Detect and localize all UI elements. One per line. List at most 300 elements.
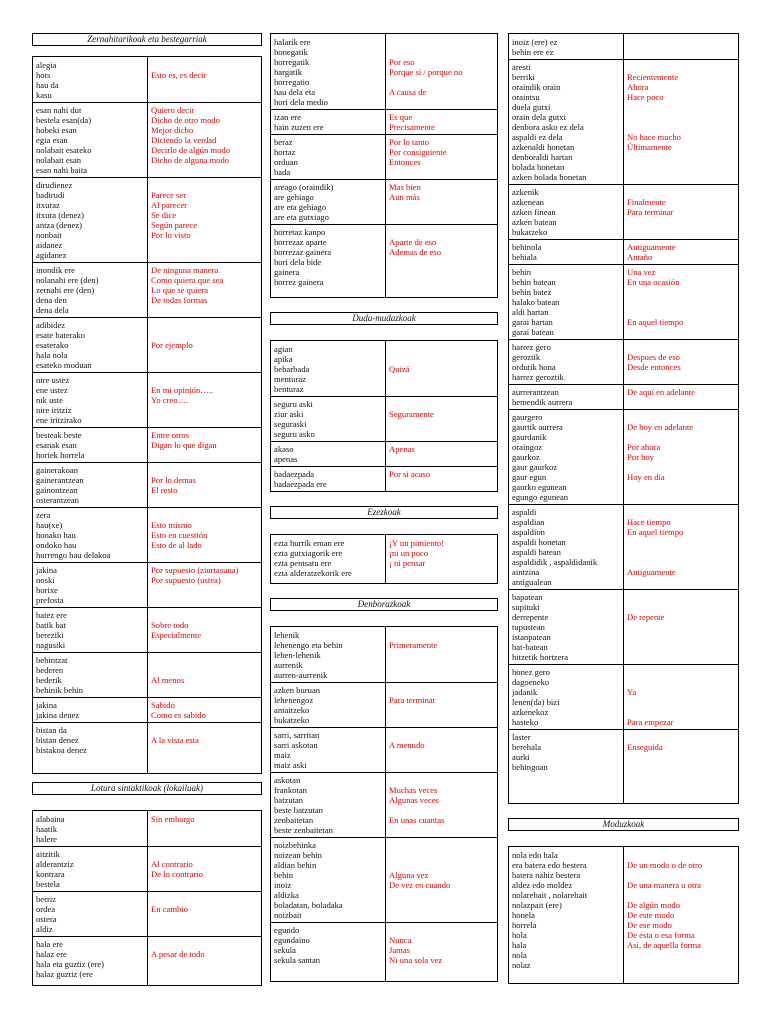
basque-term: behinola <box>512 242 542 252</box>
spanish-translation: Hace poco <box>627 92 664 102</box>
spanish-translation: Por hoy <box>627 452 654 462</box>
basque-term: laster <box>512 732 531 742</box>
basque-term: bederik <box>36 675 62 685</box>
basque-term: honegatik <box>274 47 308 57</box>
basque-term: halaz guztiz (ere <box>36 969 93 979</box>
spanish-translation: Finalmente <box>627 197 666 207</box>
table-lotura <box>32 810 262 986</box>
basque-term: frankotan <box>274 785 307 795</box>
basque-term: bestela esan(da) <box>36 115 92 125</box>
basque-term: antza (denez) <box>36 220 83 230</box>
basque-term: berehala <box>512 742 542 752</box>
basque-term: behinik behin <box>36 685 84 695</box>
basque-term: egungo egunean <box>512 492 569 502</box>
heading-denbora: Denborazkoak <box>270 598 498 611</box>
basque-term: hasteko <box>512 717 539 727</box>
basque-term: dirudienez <box>36 180 73 190</box>
basque-term: aurren-aurrenik <box>274 670 328 680</box>
basque-term: sekula <box>274 945 296 955</box>
basque-term: bistan da <box>36 725 67 735</box>
spanish-translation: Decirlo de algún modo <box>151 145 230 155</box>
basque-term: akaso <box>274 444 294 454</box>
spanish-translation: Por ahora <box>627 442 661 452</box>
heading-ezezkoak: Ezezkoak <box>270 506 498 519</box>
basque-term: alabaina <box>36 814 65 824</box>
table-moduzkoak <box>508 846 739 984</box>
basque-term: horregatio <box>274 77 310 87</box>
group-divider <box>509 264 738 265</box>
spanish-translation: Para terminar <box>389 695 436 705</box>
group-divider <box>509 504 738 505</box>
basque-term: amaitzeko <box>274 705 310 715</box>
basque-term: dagoeneko <box>512 677 550 687</box>
spanish-translation: Primeramente <box>389 640 438 650</box>
spanish-translation: Precisamente <box>389 122 435 132</box>
group-divider <box>271 441 497 442</box>
spanish-translation: Yo creo…. <box>151 395 189 405</box>
group-divider <box>271 837 497 838</box>
basque-term: behiala <box>512 252 537 262</box>
basque-term: esateko moduan <box>36 360 92 370</box>
basque-term: lenen(da) bizi <box>512 697 560 707</box>
spanish-translation: Dicho de otro modo <box>151 115 220 125</box>
basque-term: aspaldi honetan <box>512 537 566 547</box>
basque-term: honako hau <box>36 530 76 540</box>
basque-term: harrez geroztik <box>512 372 564 382</box>
basque-term: aspaldi ez dela <box>512 132 563 142</box>
spanish-translation: Algunas veces <box>389 795 439 805</box>
group-divider <box>33 846 261 847</box>
basque-term: bukatzeko <box>274 715 310 725</box>
basque-term: bukatzeko <box>512 227 548 237</box>
basque-term: berriki <box>512 72 535 82</box>
spanish-translation: Quizá <box>389 364 410 374</box>
group-divider <box>33 562 261 563</box>
basque-term: oraingoz <box>512 442 543 452</box>
basque-term: jadanik <box>512 687 538 697</box>
basque-term: areago (oraindik) <box>274 182 334 192</box>
group-divider <box>509 409 738 410</box>
basque-term: egia esan <box>36 135 68 145</box>
basque-term: nolazpait (ere) <box>512 900 562 910</box>
spanish-translation: Para terminar <box>627 207 674 217</box>
basque-term: behin ere ez <box>512 47 554 57</box>
spanish-translation: Como quiera que sea <box>151 275 224 285</box>
basque-term: bapatean <box>512 592 543 602</box>
basque-term: beraz <box>274 137 293 147</box>
basque-term: bolada honetan <box>512 162 565 172</box>
basque-term: halako batean <box>512 297 560 307</box>
spanish-translation: De este modo <box>627 910 675 920</box>
basque-term: lehen-lehenik <box>274 650 321 660</box>
basque-term: batik bat <box>36 620 66 630</box>
spanish-translation: Nunca <box>389 935 412 945</box>
basque-term: agian <box>274 344 293 354</box>
group-divider <box>33 507 261 508</box>
spanish-translation: Especialmente <box>151 630 202 640</box>
basque-term: nik uste <box>36 395 63 405</box>
spanish-translation: De ninguna manera <box>151 265 219 275</box>
basque-term: ordea <box>36 904 56 914</box>
group-divider <box>509 239 738 240</box>
spanish-translation: Como es sabido <box>151 710 206 720</box>
basque-term: ezta hurrik eman ere <box>274 538 345 548</box>
basque-term: halaz ere <box>36 949 67 959</box>
basque-term: haatik <box>36 824 57 834</box>
basque-term: horregatik <box>274 57 310 67</box>
spanish-translation: Enseguida <box>627 742 663 752</box>
heading-moduzkoak: Moduzkoak <box>508 818 739 831</box>
spanish-translation: Desde entonces <box>627 362 681 372</box>
basque-term: hola <box>512 930 527 940</box>
spanish-translation: Dicho de alguna modo <box>151 155 230 165</box>
basque-term: jakina denez <box>36 710 80 720</box>
spanish-translation: No hace mucho <box>627 132 681 142</box>
basque-term: aspaldi batean <box>512 547 561 557</box>
basque-term: jakina <box>36 565 57 575</box>
basque-term: azken finean <box>512 207 556 217</box>
spanish-translation: En mi opinión….. <box>151 385 214 395</box>
basque-term: izan ere <box>274 112 301 122</box>
basque-term: apika <box>274 354 293 364</box>
basque-term: nire ustez <box>36 375 70 385</box>
spanish-translation: Parece ser <box>151 190 187 200</box>
spanish-translation: Quiero decir <box>151 105 195 115</box>
basque-term: ezta gutxiagorik ere <box>274 548 343 558</box>
group-divider <box>33 262 261 263</box>
spanish-translation: Recientemente <box>627 72 679 82</box>
basque-term: hobeki esan <box>36 125 77 135</box>
spanish-translation: Para empezar <box>627 717 674 727</box>
spanish-translation: Ahora <box>627 82 649 92</box>
group-divider <box>271 396 497 397</box>
spanish-translation: Por lo tanto <box>389 137 430 147</box>
group-divider <box>33 722 261 723</box>
spanish-translation: Por supuesto (ustea) <box>151 575 221 585</box>
basque-term: nolabait esan <box>36 155 82 165</box>
basque-term: denboraldi hartan <box>512 152 573 162</box>
basque-term: prefosta <box>36 595 64 605</box>
basque-term: bereziki <box>36 630 64 640</box>
spanish-translation: De vez en cuando <box>389 880 451 890</box>
spanish-translation: Apenas <box>389 444 415 454</box>
basque-term: hargatik <box>274 67 303 77</box>
basque-term: ene ustez <box>36 385 68 395</box>
basque-term: osterantzean <box>36 495 79 505</box>
basque-term: dena den <box>36 295 67 305</box>
spanish-translation: Despues de eso <box>627 352 680 362</box>
table-kausazkoak <box>270 33 498 298</box>
group-divider <box>33 372 261 373</box>
basque-term: itxuraz <box>36 200 60 210</box>
basque-term: nolaz <box>512 960 531 970</box>
spanish-translation: A causa de <box>389 87 427 97</box>
basque-term: kontrara <box>36 869 65 879</box>
basque-term: bistakoa denez <box>36 745 87 755</box>
basque-term: lehenengoz <box>274 695 314 705</box>
basque-term: gaurko egunean <box>512 482 567 492</box>
basque-term: are gehiago <box>274 192 314 202</box>
group-divider <box>33 652 261 653</box>
heading-duda: Duda-mudazkoak <box>270 312 498 325</box>
basque-term: azken bolada honetan <box>512 172 587 182</box>
basque-term: badaezpada <box>274 469 315 479</box>
group-divider <box>33 102 261 103</box>
basque-term: azkenaldi honetan <box>512 142 575 152</box>
basque-term: batez ere <box>36 610 67 620</box>
table-zernahi <box>32 56 262 774</box>
group-divider <box>33 427 261 428</box>
basque-term: gaurgero <box>512 412 543 422</box>
basque-term: ziur aski <box>274 409 304 419</box>
basque-term: lehenengo eta behin <box>274 640 343 650</box>
basque-term: beste zenbaitetan <box>274 825 333 835</box>
spanish-translation: Esto de al lado <box>151 540 202 550</box>
basque-term: behin batez <box>512 287 552 297</box>
basque-term: nolabait esateko <box>36 145 92 155</box>
spanish-translation: Por lo demas <box>151 475 196 485</box>
basque-term: denbora asko ez dela <box>512 122 584 132</box>
spanish-translation: Hoy en día <box>627 472 665 482</box>
basque-term: hau da <box>36 80 59 90</box>
spanish-translation: Ya <box>627 687 637 697</box>
basque-term: oraindik orain <box>512 82 561 92</box>
basque-term: horrela <box>512 920 537 930</box>
basque-term: esate baterako <box>36 330 85 340</box>
basque-term: hori dela bide <box>274 257 322 267</box>
basque-term: berriz <box>36 894 57 904</box>
basque-term: azkenik <box>512 187 539 197</box>
basque-term: seguru aski <box>274 399 313 409</box>
basque-term: harrez gero <box>512 342 551 352</box>
spanish-translation: Una vez <box>627 267 656 277</box>
basque-term: badirudi <box>36 190 65 200</box>
basque-term: menturaz <box>274 374 306 384</box>
group-divider <box>271 682 497 683</box>
basque-term: nonbait <box>36 230 62 240</box>
group-divider <box>271 922 497 923</box>
basque-term: derrepente <box>512 612 549 622</box>
spanish-translation: Según parece <box>151 220 198 230</box>
group-divider <box>271 727 497 728</box>
basque-term: sarri askotan <box>274 740 318 750</box>
group-divider <box>33 936 261 937</box>
basque-term: lehenik <box>274 630 300 640</box>
spanish-translation: En aquel tiempo <box>627 317 684 327</box>
basque-term: dena dela <box>36 305 69 315</box>
spanish-translation: Se dice <box>151 210 177 220</box>
basque-term: aintzina <box>512 567 540 577</box>
basque-term: behin batean <box>512 277 556 287</box>
basque-term: noizbehinka <box>274 840 316 850</box>
group-divider <box>509 664 738 665</box>
spanish-translation: En unas cuantas <box>389 815 445 825</box>
group-divider <box>271 179 497 180</box>
basque-term: istanpatean <box>512 632 551 642</box>
basque-term: jakina <box>36 700 57 710</box>
group-divider <box>509 729 738 730</box>
spanish-translation: Entre otros <box>151 430 189 440</box>
basque-term: hurrengo hau delakoa <box>36 550 111 560</box>
spanish-translation: Al parecer <box>151 200 188 210</box>
basque-term: kasu <box>36 90 52 100</box>
group-divider <box>509 589 738 590</box>
group-divider <box>271 772 497 773</box>
basque-term: askotan <box>274 775 301 785</box>
spanish-translation: Jamas <box>389 945 411 955</box>
basque-term: aspaldian <box>512 517 545 527</box>
group-divider <box>33 317 261 318</box>
basque-term: ordutik hona <box>512 362 556 372</box>
basque-term: aldez edo moldez <box>512 880 573 890</box>
basque-term: hain zuzen ere <box>274 122 324 132</box>
spanish-translation: Por eso <box>389 57 415 67</box>
basque-term: batera nahiz bestera <box>512 870 581 880</box>
spanish-translation: Por si acaso <box>389 469 431 479</box>
basque-term: oraintsu <box>512 92 540 102</box>
basque-term: boladatan, boladaka <box>274 900 343 910</box>
basque-term: egundaino <box>274 935 310 945</box>
basque-term: nola <box>512 950 527 960</box>
basque-term: azkenekoz <box>512 707 549 717</box>
basque-term: azken batean <box>512 217 557 227</box>
table-denbora-2 <box>508 33 739 804</box>
basque-term: seguraski <box>274 419 307 429</box>
basque-term: hemendik aurrera <box>512 397 573 407</box>
spanish-translation: Alguna vez <box>389 870 429 880</box>
spanish-translation: ¡ ni pensar <box>389 558 426 568</box>
basque-term: seguru asko <box>274 429 315 439</box>
basque-term: hala ere <box>36 939 63 949</box>
spanish-translation: Porque sí / porque no <box>389 67 463 77</box>
spanish-translation: Esto mismo <box>151 520 192 530</box>
spanish-translation: De todas formas <box>151 295 208 305</box>
spanish-translation: Por supuesto (ziurtasuna) <box>151 565 239 575</box>
basque-term: behingoan <box>512 762 548 772</box>
basque-term: egundo <box>274 925 300 935</box>
spanish-translation: Por lo visto <box>151 230 191 240</box>
spanish-translation: De esta o esa forma <box>627 930 695 940</box>
basque-term: noizbait <box>274 910 302 920</box>
basque-term: hau(xe) <box>36 520 63 530</box>
spanish-translation: A pesar de todo <box>151 949 205 959</box>
basque-term: behin <box>274 870 294 880</box>
spanish-translation: De algún modo <box>627 900 680 910</box>
basque-term: are eta gehiago <box>274 202 327 212</box>
basque-term: badaezpada ere <box>274 479 327 489</box>
basque-term: itxura (denez) <box>36 210 84 220</box>
basque-term: garai hartan <box>512 317 553 327</box>
group-divider <box>509 184 738 185</box>
spanish-translation: De lo contrario <box>151 869 204 879</box>
basque-term: aspaldi <box>512 507 537 517</box>
basque-term: hots <box>36 70 51 80</box>
spanish-translation: Digan lo que digan <box>151 440 217 450</box>
spanish-translation: Aun más <box>389 192 420 202</box>
basque-term: aldiz <box>36 924 53 934</box>
basque-term: aurki <box>512 752 530 762</box>
table-duda <box>270 340 498 492</box>
spanish-translation: A menudo <box>389 740 425 750</box>
group-divider <box>271 134 497 135</box>
spanish-translation: De hoy en adelante <box>627 422 694 432</box>
basque-term: gainera <box>274 267 300 277</box>
basque-term: bestela <box>36 879 60 889</box>
spanish-translation: Es que <box>389 112 413 122</box>
basque-term: apenas <box>274 454 298 464</box>
basque-term: hortaz <box>274 147 296 157</box>
basque-term: gaurtik aurrera <box>512 422 563 432</box>
basque-term: geroztik <box>512 352 541 362</box>
group-divider <box>509 339 738 340</box>
basque-term: orain dela gutxi <box>512 112 566 122</box>
spanish-translation: Mas bien <box>389 182 421 192</box>
basque-term: aurrenik <box>274 660 303 670</box>
spanish-translation: De aquí en adelante <box>627 387 695 397</box>
basque-term: azkenean <box>512 197 544 207</box>
basque-term: aspaldion <box>512 527 545 537</box>
spanish-translation: Por consiguiente <box>389 147 447 157</box>
basque-term: gaurdanik <box>512 432 547 442</box>
basque-term: horrezaz aparte <box>274 237 327 247</box>
spanish-translation: Seguramente <box>389 409 434 419</box>
basque-term: agidanez <box>36 250 67 260</box>
basque-term: adibidez <box>36 320 66 330</box>
basque-term: bat-batean <box>512 642 548 652</box>
basque-term: inoiz <box>274 880 292 890</box>
spanish-translation: Antiguamente <box>627 567 676 577</box>
basque-term: aurrerantzean <box>512 387 559 397</box>
basque-term: benturaz <box>274 384 304 394</box>
spanish-translation: En una ocasión <box>627 277 680 287</box>
basque-term: aldizka <box>274 890 299 900</box>
basque-term: inoiz (ere) ez <box>512 37 558 47</box>
spanish-translation: Sobre todo <box>151 620 189 630</box>
basque-term: zenbaitetan <box>274 815 314 825</box>
spanish-translation: A la vista esta <box>151 735 199 745</box>
spanish-translation: Mejor dicho <box>151 125 194 135</box>
basque-term: aresti <box>512 62 531 72</box>
basque-term: halarik ere <box>274 37 311 47</box>
basque-term: nagusiki <box>36 640 66 650</box>
basque-term: honez gero <box>512 667 550 677</box>
group-divider <box>33 607 261 608</box>
basque-term: antigualean <box>512 577 552 587</box>
basque-term: nolarebait , nolarebait <box>512 890 588 900</box>
basque-term: maiz <box>274 750 291 760</box>
spanish-translation: En aquel tiempo <box>627 527 684 537</box>
basque-term: nolanahi ere (den) <box>36 275 99 285</box>
spanish-translation: Antiguamente <box>627 242 676 252</box>
basque-term: hala nola <box>36 350 68 360</box>
basque-term: azken buruan <box>274 685 321 695</box>
basque-term: hori dela medio <box>274 97 328 107</box>
basque-term: behintzat <box>36 655 68 665</box>
basque-term: horixe <box>36 585 58 595</box>
spanish-translation: Al contrario <box>151 859 193 869</box>
spanish-translation: ¡Y un pimiento! <box>389 538 445 548</box>
heading-lotura: Lotura sintaktikoak (lokailuak) <box>32 782 262 795</box>
basque-term: aidanez <box>36 240 63 250</box>
basque-term: bada <box>274 167 291 177</box>
basque-term: alegia <box>36 60 57 70</box>
spanish-translation: En cambio <box>151 904 188 914</box>
basque-term: ezta alderatzekorik ere <box>274 568 352 578</box>
basque-term: nola edo hala <box>512 850 558 860</box>
group-divider <box>33 462 261 463</box>
spanish-translation: Hace tiempo <box>627 517 671 527</box>
basque-term: batzutan <box>274 795 304 805</box>
